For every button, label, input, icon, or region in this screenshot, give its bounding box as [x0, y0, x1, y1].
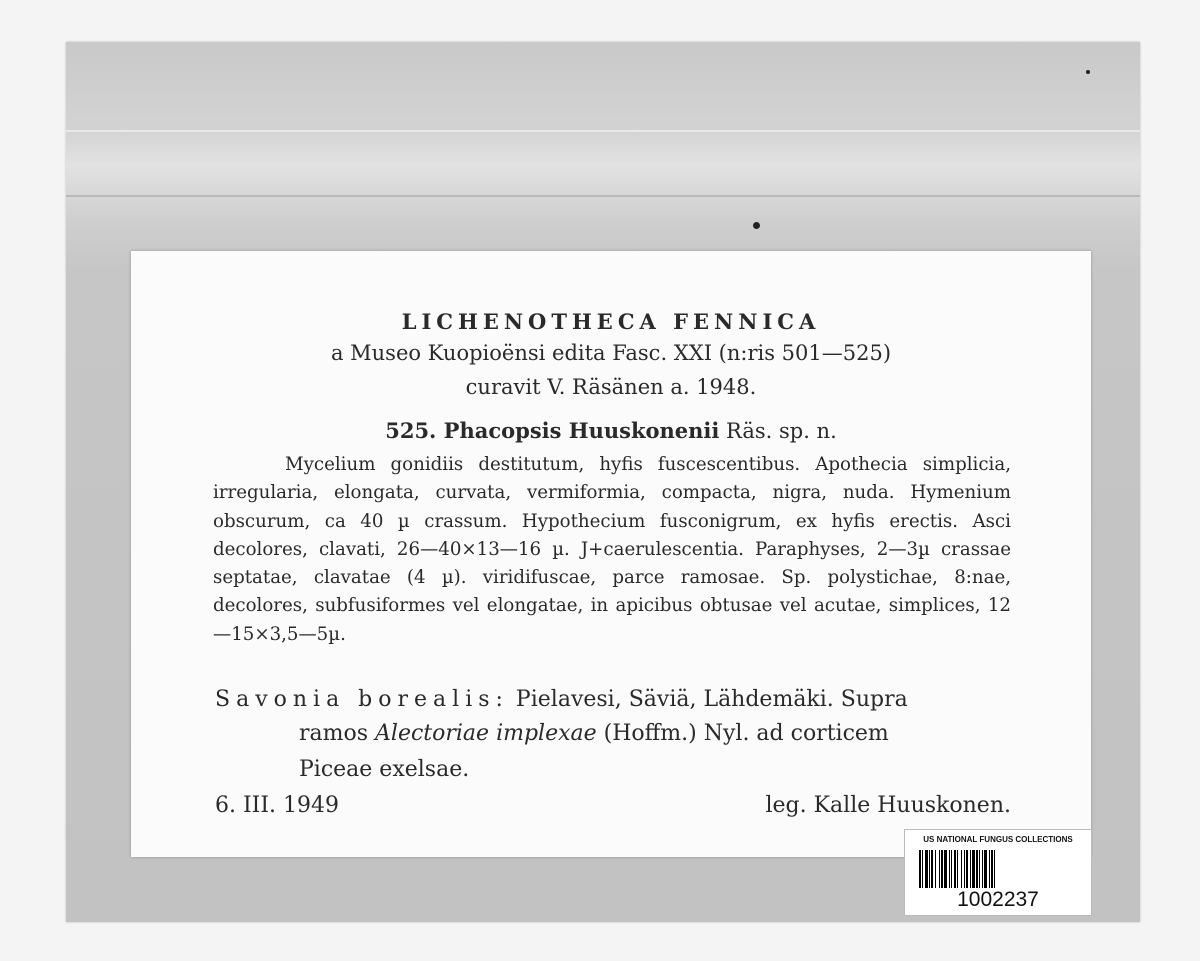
- habitat-text-a: ramos: [299, 721, 376, 746]
- habitat-text-c: (Hoffm.) Nyl. ad corticem: [596, 721, 889, 746]
- barcode-bar: [995, 850, 997, 888]
- collection-curator: curavit V. Räsänen a. 1948.: [465, 375, 757, 399]
- ink-dot: [753, 222, 760, 229]
- collection-date: 6. III. 1949: [215, 793, 340, 818]
- locality-line: [215, 687, 908, 712]
- herbarium-label: [131, 251, 1091, 857]
- barcode-header: US NATIONAL FUNGUS COLLECTIONS: [923, 835, 1073, 844]
- host-species: Alectoriae implexae: [375, 721, 597, 746]
- species-author: Räs. sp. n.: [719, 419, 837, 443]
- packet-fold: [66, 130, 1140, 132]
- barcode-label: [904, 829, 1092, 916]
- barcode-number: 1002237: [957, 888, 1039, 911]
- barcode-bars: [919, 850, 1077, 888]
- habitat-line: [299, 721, 889, 746]
- species-description: [213, 451, 1011, 649]
- locality-region: Savonia borealis:: [215, 687, 509, 712]
- collection-title: LICHENOTHECA FENNICA: [401, 309, 821, 334]
- locality-text: Pielavesi, Säviä, Lähdemäki. Supra: [508, 687, 908, 712]
- description-text: Mycelium gonidiis destitutum, hyfis fuscescentibus. Apothecia simplicia, irregularia, elongata, curvata, vermiformia, compacta, nigra, nuda. Hymenium obscurum, ca 40 µ crassum. Hypothecium fusconigrum, ex hyfis erectis. Asci decolores, clavati, 26—40×13—16 µ. J+caerulescentia. Paraphyses, 2—3µ crassae septatae, clavatae (4 µ). viridifuscae, parce ramosae. Sp. polystichae, 8:nae, decolores, subfusiformes vel elongatae, in apicibus obtusae vel acutae, simplices, 12—15×3,5—5µ.: [213, 454, 1011, 645]
- ink-dot: [1086, 70, 1090, 74]
- collection-subtitle: a Museo Kuopioënsi edita Fasc. XXI (n:ris 501—525): [330, 341, 892, 365]
- species-heading: [131, 418, 1091, 443]
- packet-fold: [66, 195, 1140, 197]
- collector: leg. Kalle Huuskonen.: [765, 793, 1011, 818]
- species-name: 525. Phacopsis Huuskonenii: [385, 418, 720, 443]
- substrate-line: Piceae exelsae.: [299, 757, 470, 782]
